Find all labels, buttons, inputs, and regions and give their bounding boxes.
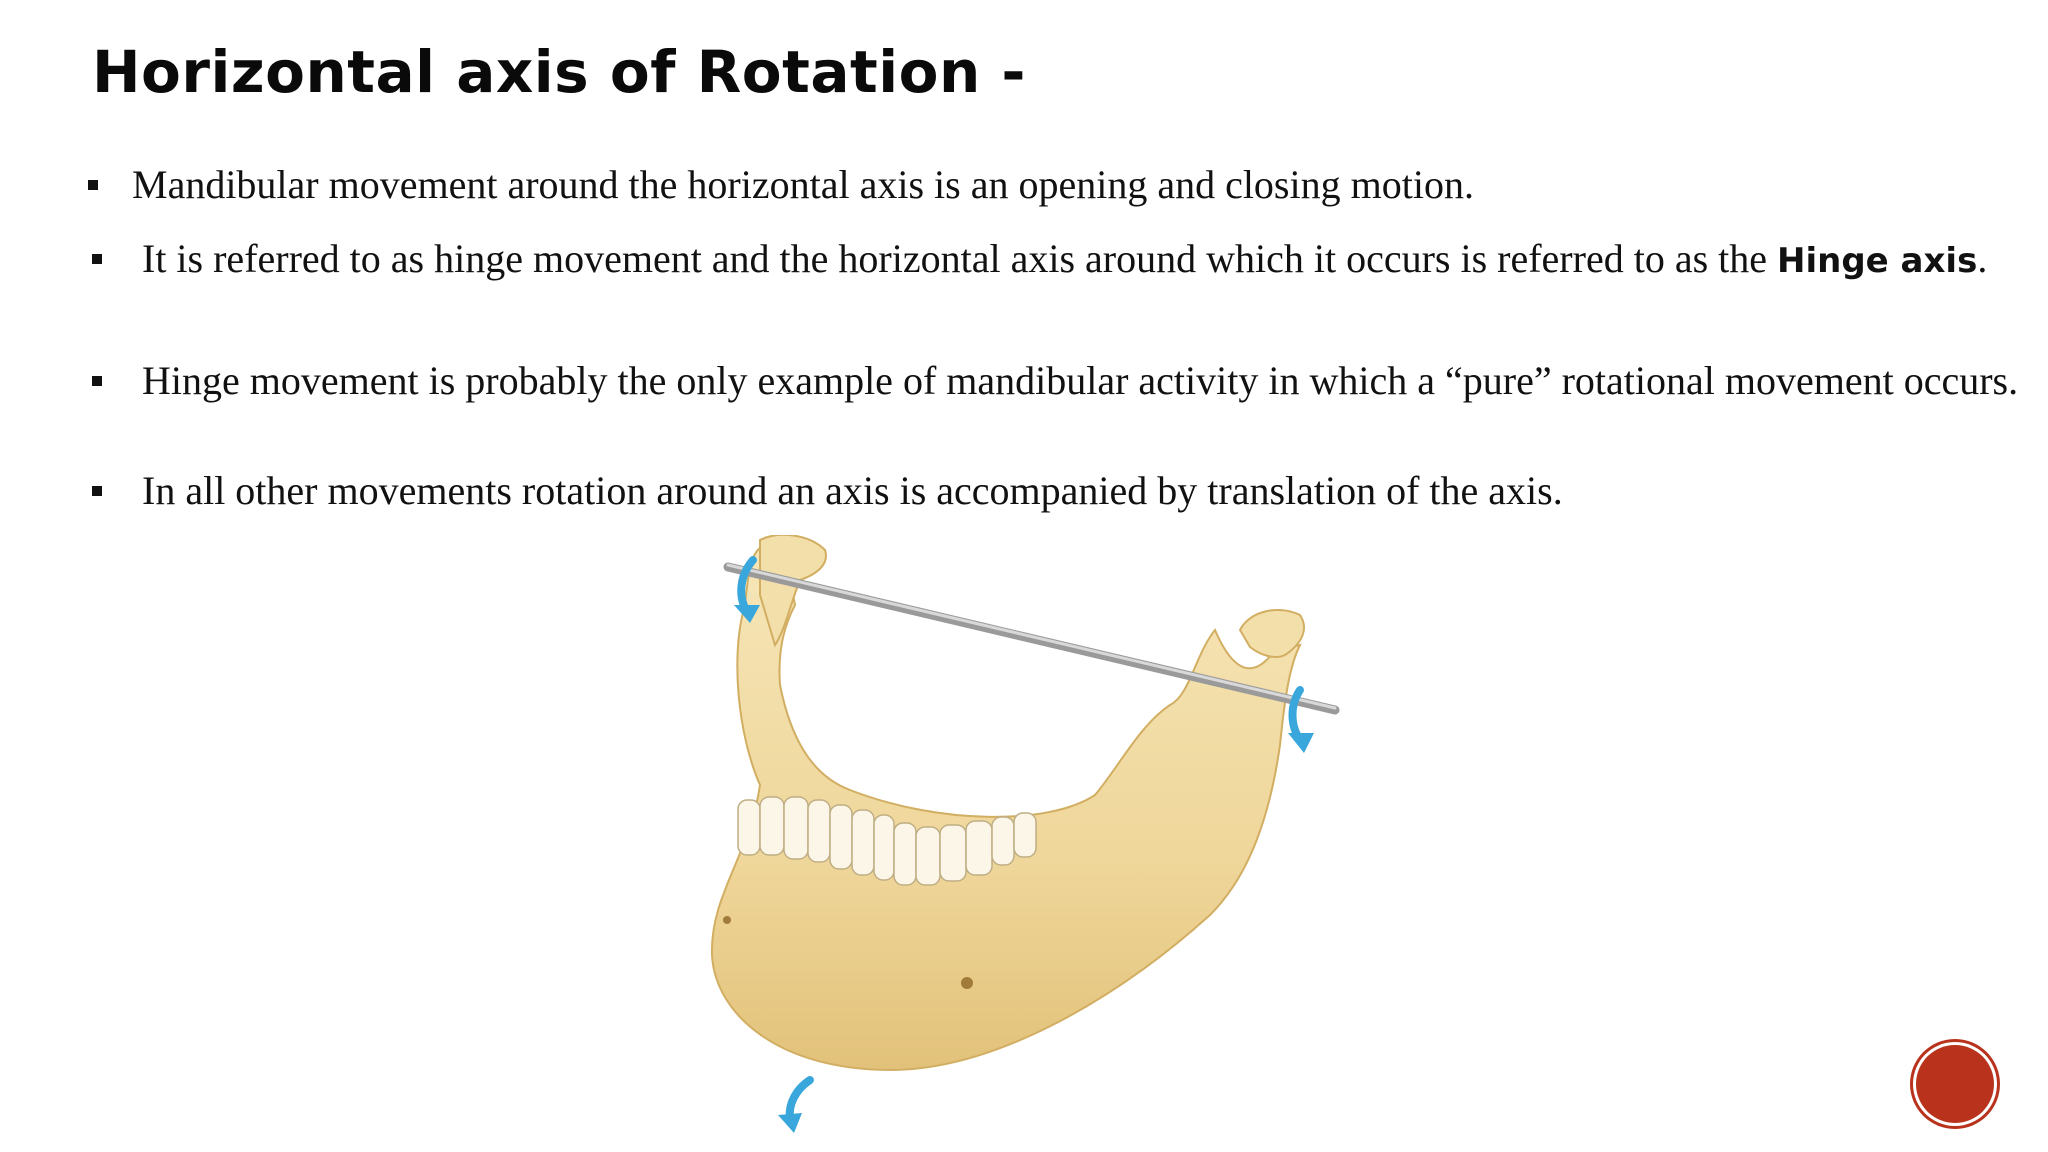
mandible-illustration	[690, 535, 1370, 1135]
bullet-text: Mandibular movement around the horizontal axis is an opening and closing motion.	[132, 162, 1474, 207]
circle-nav-button[interactable]	[1916, 1045, 1994, 1123]
bullet-text-end: .	[1977, 236, 1988, 281]
bullet-marker-icon	[92, 254, 102, 264]
bullet-marker-icon	[92, 486, 102, 496]
bullet-marker-icon	[92, 376, 102, 386]
hinge-axis-term: Hinge axis	[1777, 241, 1978, 281]
bullet-text: In all other movements rotation around an axis is accompanied by translation of the axis.	[142, 468, 1563, 513]
mental-foramen	[961, 977, 973, 989]
bullet-item	[80, 236, 2042, 284]
bullet-text: It is referred to as hinge movement and the horizontal axis around which it occurs is referred to as the	[142, 236, 1777, 281]
slide-title: Horizontal axis of Rotation -	[92, 38, 1027, 106]
bullet-marker-icon	[88, 180, 98, 190]
bullet-item	[80, 162, 1474, 208]
bullet-text: Hinge movement is probably the only example of mandibular activity in which a “pure” rotational movement occurs.	[142, 358, 2019, 403]
bullet-item	[80, 468, 2042, 514]
bullet-item	[80, 358, 2042, 404]
